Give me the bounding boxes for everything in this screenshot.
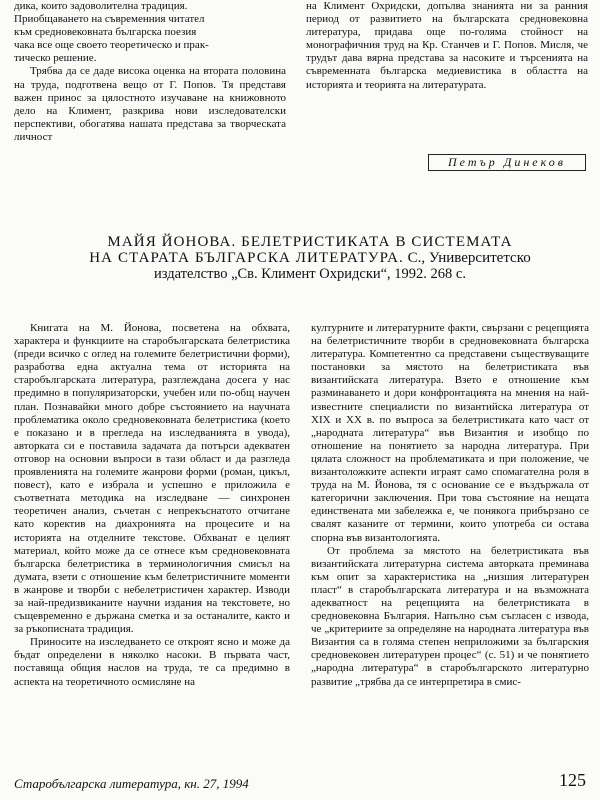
text-line: към средновековната българска поезия bbox=[14, 26, 197, 39]
heading-line-1: МАЙЯ ЙОНОВА. БЕЛЕТРИСТИКАТА В СИСТЕМАТА bbox=[107, 234, 513, 250]
heading-publisher: С., Университетско bbox=[403, 250, 531, 266]
paragraph: културните и литературните факти, свързани с рецепцията на белетристичните творби в средновековната българска литература. Компетентно са представени съществуващите постановки за мястото на белетристиката във византийската литература. Взето е отношение към разминаването и дори конфронтацията на мнения на най-известните специалисти по византийска литература от XIX и XX в. по въпроса за белетристиката като част от „народната литература“ във Византия и изобщо по отношение на понятието за народна литература. При цялата сложност на проблематиката и при положение, че византоложките аспекти играят само спомагателна роля в труда на М. Йонова, тя с основание се е въздържала от категорични заключения. При това състояние на нещата единствената ми забележка е, че понякога прибързано се свалят казаните от термини, които употреба си остава спорна във византологията. bbox=[311, 322, 589, 544]
body-left-column bbox=[14, 322, 290, 689]
journal-footer: Старобългарска литература, кн. 27, 1994 bbox=[14, 776, 249, 791]
text-line: дика, които задоволителна традиция. bbox=[14, 0, 188, 12]
top-right-column bbox=[306, 0, 588, 92]
body-right-column bbox=[311, 322, 589, 689]
paragraph: на Климент Охридски, допълва знанията ни за ранния период от развитието на българската средновековна литература, придава още по-голяма стойност на монографичния труд на Кр. Станчев и Г. Попов. Мисля, че трудът дава вярна представа за насоките и търсенията на съвременната българска медиевистика в областта на историята и теорията на литературата. bbox=[306, 0, 588, 91]
review-heading bbox=[40, 234, 580, 282]
text-line: чака все още своето теоретическо и прак- bbox=[14, 39, 209, 52]
heading-line-2 bbox=[40, 250, 580, 266]
text-line: тическо решение. bbox=[14, 52, 97, 65]
heading-line-3: издателство „Св. Климент Охридски“, 1992. 268 с. bbox=[154, 266, 466, 282]
paragraph: Приносите на изследването се откроят ясно и може да бъдат определени в няколко насоки. В първата част, поставяща общия наслов на труда, те са предимно в аспекта на теоретичното осмисляне на bbox=[14, 636, 290, 688]
paragraph: Книгата на М. Йонова, посветена на обхвата, характера и функциите на старобългарската белетристика (преди всичко с оглед на големите белетристични форми), разработва една актуална тема от историята на старобългарската литература, разглеждана досега у нас предимно в популяризаторски, учебен или по-общ научен план. Познавайки много добре състоянието на научната проблематика около средновековната белетристика (което е показано и в прегледа на изследванията в увода), авторката си е поставила задачата да потърси адекватен отговор на основни въпроси в тази област и да разгледа проявленията на големите жанрови форми (роман, цикъл, повест), като е избрала и успешно е приложила е съответната методика на изследване — синхронен теоретичен анализ, съчетан с непрекъснатото отчитане като коректив на диахронията на процесите и на историята на отделните текстове. Обхванат е целият материал, който може да се отнесе към средновековната българска белетристика в терминологичния смисъл на думата, взети с отношение към белетристичните моменти в жанрове и творби с небелетристичен характер. Изводи за най-предизвиканите научни издания на текстовете, но същевременно е държана сметка и за останалите, както и за ръкописната традиция. bbox=[14, 322, 290, 636]
paragraph: Трябва да се даде висока оценка на втората половина на труда, подготвена вещо от Г. Попов. Тя представя важен принос за цялостното изучаване на книжовното дело на Климент, разкрива нови изследователски перспективи, обогатява нашата представа за творческата личност bbox=[14, 65, 286, 143]
text-line: Приобщаването на съвременния читател bbox=[14, 13, 205, 26]
heading-title-caps: НА СТАРАТА БЪЛГАРСКА ЛИТЕРАТУРА. bbox=[89, 250, 404, 266]
paragraph: От проблема за мястото на белетристиката във византийската литературна система авторката преминава към опит за характеристика на „низшия литературен пласт“ в старобългарската литература и на възможната адекватност на рецепцията на белетристиката в средновековна България. Напълно съм съгласен с извода, че „критериите за определяне на народната литература във Византия са в голяма степен неприложими за българския средновековен литературен процес“ (с. 51) и че понятието „народна литература“ в старобългарското литературно развитие „трябва да се интерпретира в смис- bbox=[311, 544, 589, 688]
top-left-column bbox=[14, 0, 286, 144]
author-signature: Петър Динеков bbox=[428, 154, 586, 171]
page-number: 125 bbox=[559, 770, 586, 790]
